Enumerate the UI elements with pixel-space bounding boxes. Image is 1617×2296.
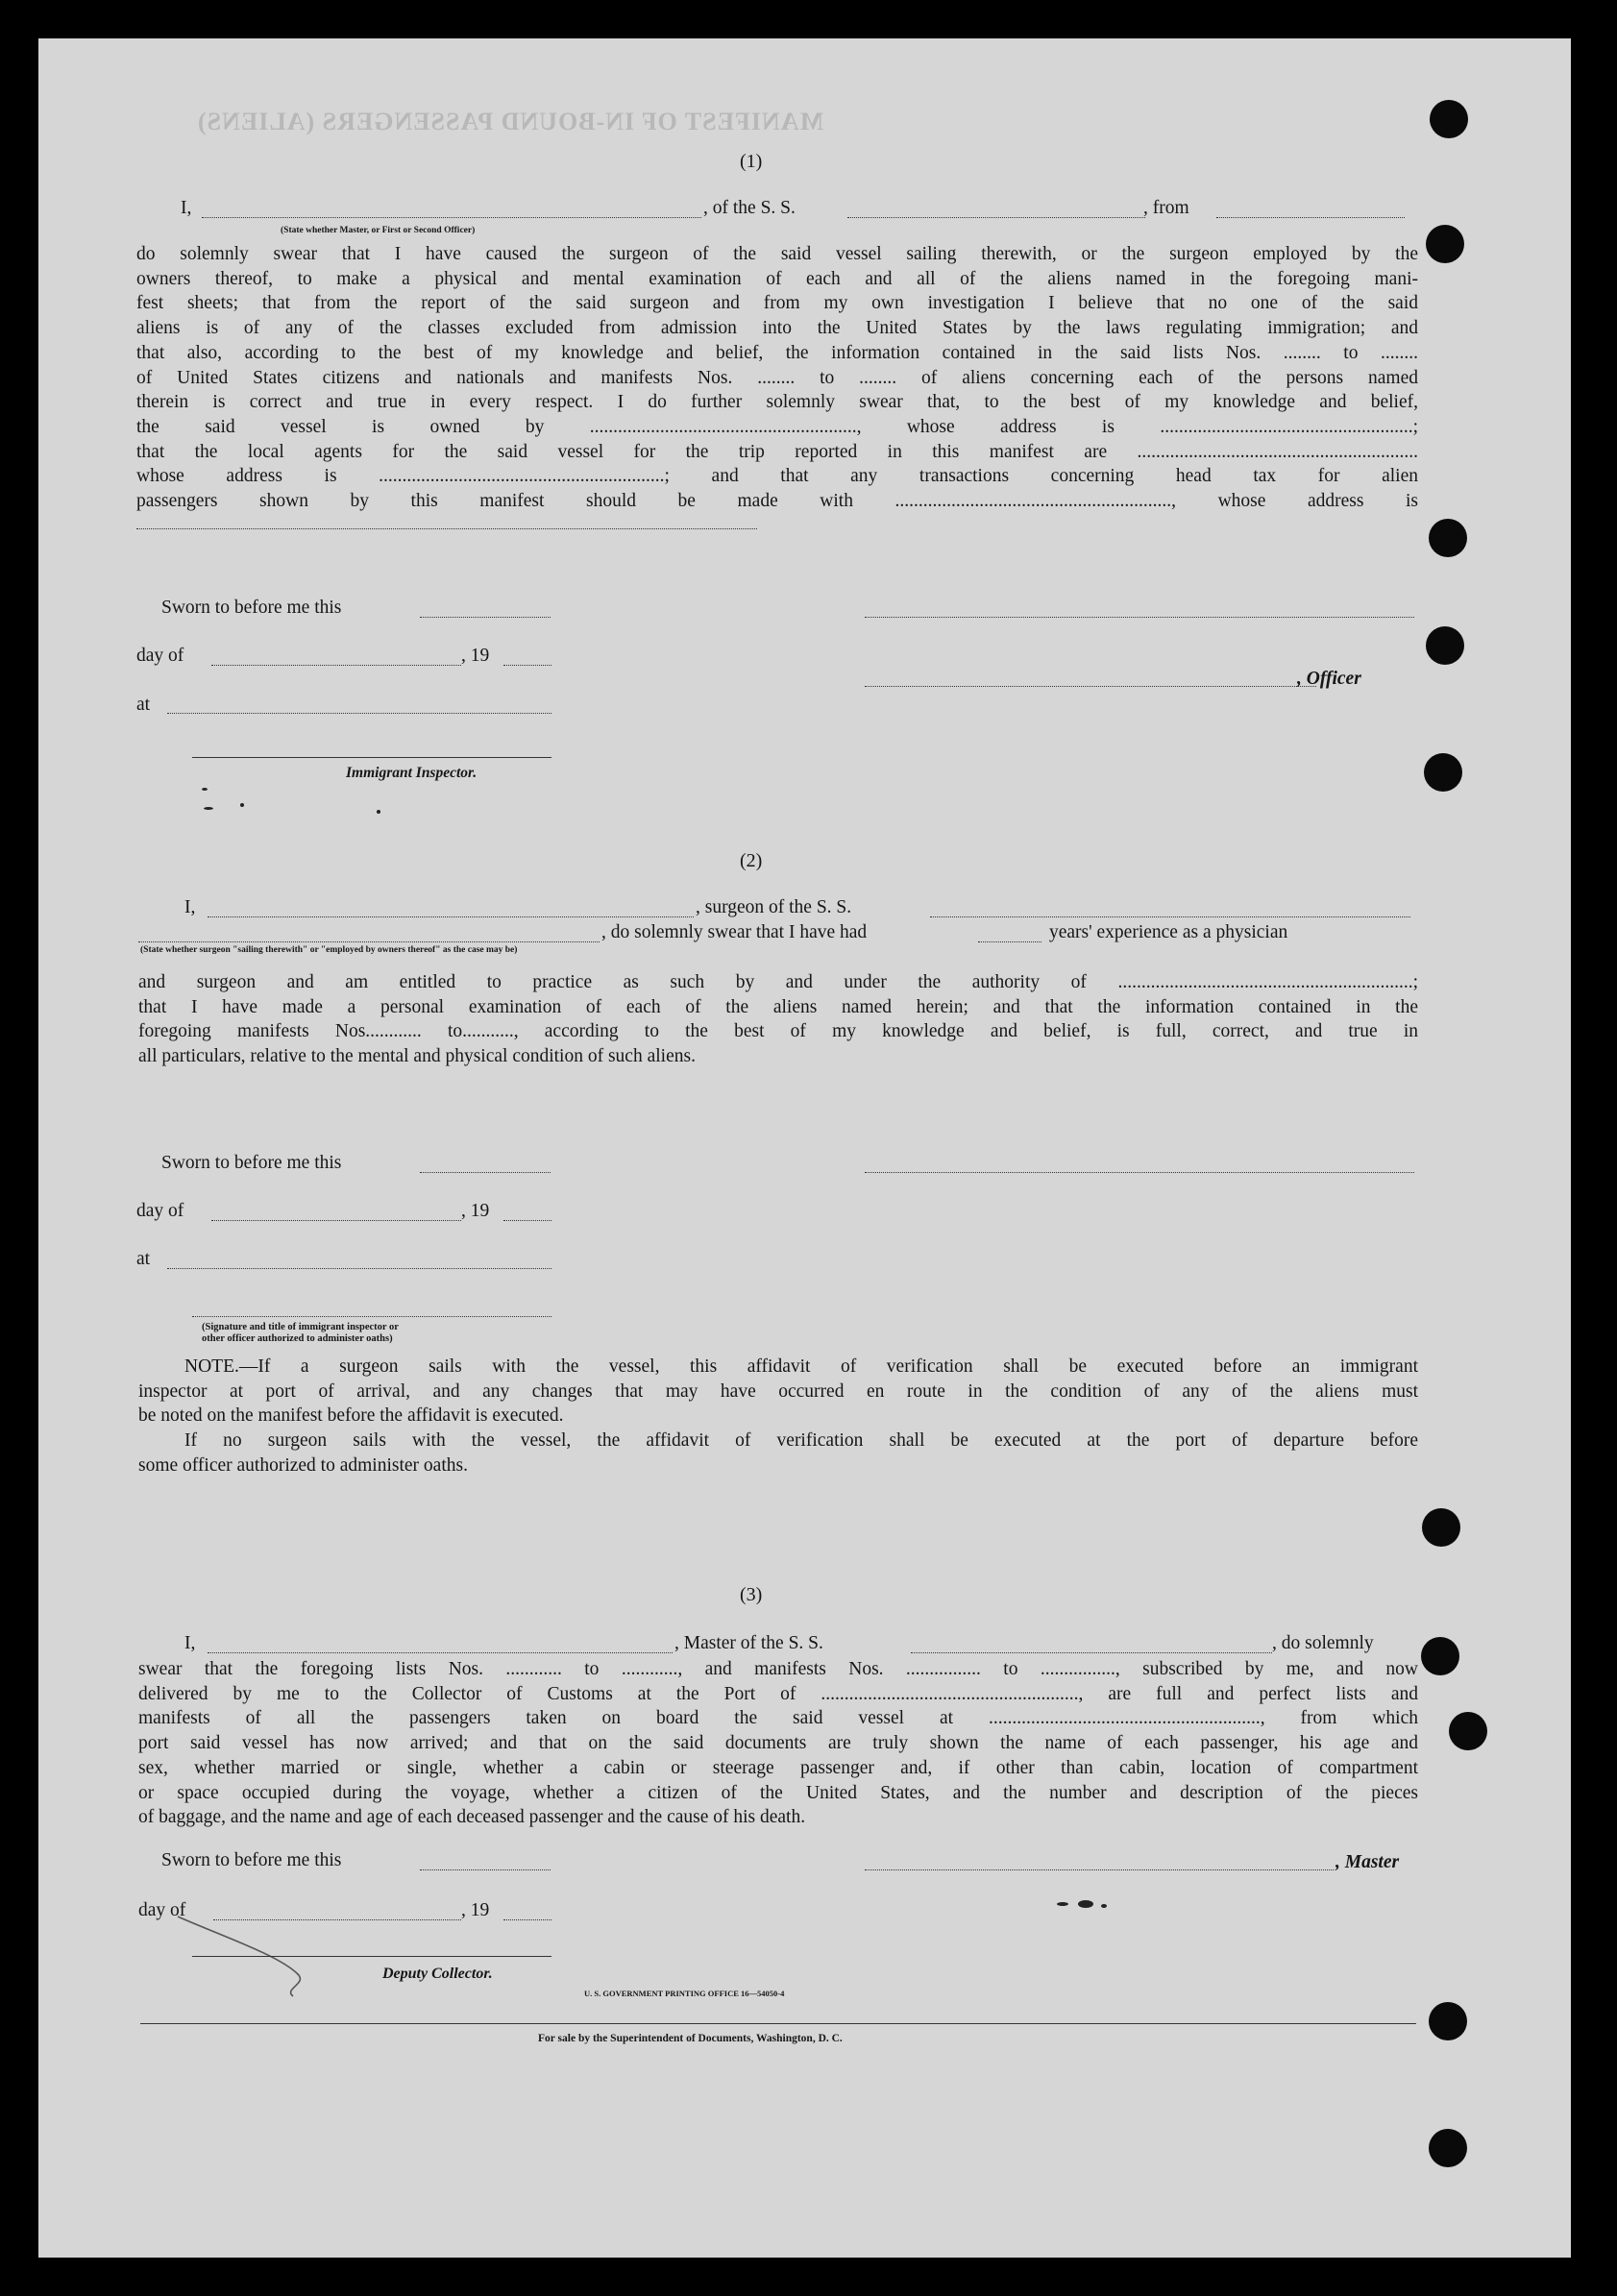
s2-vessel-blank — [930, 916, 1410, 917]
s1-line: that the local agents for the said vessel for the trip reported in this manifest are ............................................................ — [136, 441, 1418, 462]
s1-year-label: , 19 — [461, 646, 490, 666]
s3-line: port said vessel has now arrived; and that on the said documents are truly shown the name of each passenger, his age and — [138, 1733, 1418, 1754]
s2-years-label: years' experience as a physician — [1049, 922, 1288, 942]
binder-hole — [1426, 626, 1464, 665]
s3-line: sex, whether married or single, whether a cabin or steerage passenger and, if other than cabin, location of compartment — [138, 1757, 1418, 1778]
s1-of-ss-label: , of the S. S. — [703, 198, 796, 218]
s1-vessel-blank — [847, 217, 1145, 218]
s1-i-label: I, — [181, 198, 192, 218]
s1-sworn-label: Sworn to before me this — [161, 598, 342, 618]
s3-master-of-label: , Master of the S. S. — [674, 1633, 823, 1653]
s2-name-blank — [208, 916, 694, 917]
footer-rule — [140, 2023, 1416, 2024]
s2-at-label: at — [136, 1249, 151, 1269]
s2-status-caption: (State whether surgeon "sailing therewith" or "employed by owners thereof" as the case may be) — [140, 945, 518, 955]
printing-office-imprint: U. S. GOVERNMENT PRINTING OFFICE 16—54050-4 — [584, 1989, 785, 1998]
note-line: If no surgeon sails with the vessel, the affidavit of verification shall be executed at the port of departure before — [184, 1430, 1418, 1452]
binder-hole — [1430, 100, 1468, 138]
ink-smudge — [204, 807, 213, 810]
s3-line: swear that the foregoing lists Nos. ............ to ............, and manifests Nos. ................ to ................, subscribed by me, and now — [138, 1659, 1418, 1679]
s1-from-label: , from — [1143, 198, 1189, 218]
s2-inspector-sig-line — [192, 1316, 551, 1317]
s2-status-blank — [138, 941, 600, 942]
s1-inspector-sig-line — [192, 757, 551, 758]
s2-year-blank — [503, 1220, 551, 1221]
s1-at-blank — [167, 713, 551, 714]
s2-year-label: , 19 — [461, 1201, 490, 1221]
binder-hole — [1422, 1508, 1460, 1547]
binder-hole — [1429, 2129, 1467, 2167]
s1-oath-paragraph — [136, 242, 1418, 514]
note-paragraph — [138, 1355, 1418, 1478]
note-line: be noted on the manifest before the affidavit is executed. — [138, 1405, 564, 1427]
s3-deputy-sig-line — [192, 1956, 551, 1957]
s1-officer-label: , Officer — [1297, 669, 1361, 689]
ink-smudge — [1101, 1904, 1107, 1908]
binder-hole — [1421, 1637, 1459, 1675]
s3-i-label: I, — [184, 1633, 196, 1653]
section-1-number: (1) — [740, 151, 763, 172]
s1-day-of-label: day of — [136, 646, 184, 666]
s1-officer-name-blank — [865, 686, 1316, 687]
s2-oath-paragraph — [138, 970, 1418, 1069]
s1-from-blank — [1216, 217, 1405, 218]
s1-line: therein is correct and true in every respect. I do further solemnly swear that, to the best of my knowledge and belief, — [136, 392, 1418, 413]
ink-smudge — [1057, 1902, 1068, 1906]
section-2-number: (2) — [740, 850, 763, 871]
s1-line: of United States citizens and nationals and manifests Nos. ........ to ........ of aliens concerning each of the persons named — [136, 367, 1418, 388]
s1-sworn-blank — [420, 617, 551, 618]
s2-line: that I have made a personal examination of each of the aliens named herein; and that the information contained in the — [138, 996, 1418, 1017]
s1-line: fest sheets; that from the report of the said surgeon and from my own investigation I believe that no one of the said — [136, 293, 1418, 314]
s1-year-blank — [503, 665, 551, 666]
ink-smudge — [377, 810, 380, 814]
s2-surgeon-sig-blank — [865, 1172, 1414, 1173]
s3-line: or space occupied during the voyage, whether a citizen of the United States, and the number and description of the pieces — [138, 1782, 1418, 1803]
s2-sig-caption-2: other officer authorized to administer oaths) — [202, 1333, 393, 1344]
s1-line: the said vessel is owned by ........................................................., whose address is ......................................................; — [136, 416, 1418, 437]
ink-smudge — [202, 788, 208, 791]
s1-line: aliens is of any of the classes excluded from admission into the United States by the laws regulating immigration; and — [136, 318, 1418, 339]
s2-surgeon-of-label: , surgeon of the S. S. — [696, 897, 852, 917]
s1-line: that also, according to the best of my knowledge and belief, the information contained in the said lists Nos. ........ to ........ — [136, 342, 1418, 363]
s2-swear-label: , do solemnly swear that I have had — [601, 922, 868, 942]
binder-hole — [1429, 2002, 1467, 2040]
pen-stroke — [173, 1912, 365, 2008]
s3-do-solemnly-label: , do solemnly — [1272, 1633, 1374, 1653]
s2-day-of-label: day of — [136, 1201, 184, 1221]
s2-line: all particulars, relative to the mental and physical condition of such aliens. — [138, 1046, 696, 1067]
s3-vessel-blank — [911, 1652, 1272, 1653]
s3-master-label: , Master — [1335, 1852, 1400, 1872]
note-line: NOTE.—If a surgeon sails with the vessel, this affidavit of verification shall be executed before an immigrant — [184, 1356, 1418, 1377]
s3-name-blank — [208, 1652, 673, 1653]
for-sale-imprint: For sale by the Superintendent of Documents, Washington, D. C. — [538, 2033, 843, 2044]
binder-hole — [1424, 753, 1462, 792]
s1-officer-caption: (State whether Master, or First or Second Officer) — [281, 226, 476, 235]
s3-day-of-label: day of — [138, 1900, 186, 1920]
note-line: inspector at port of arrival, and any changes that may have occurred en route in the condition of any of the aliens must — [138, 1380, 1418, 1402]
s3-sworn-label: Sworn to before me this — [161, 1850, 342, 1870]
form-page — [38, 38, 1571, 2258]
s2-i-label: I, — [184, 897, 196, 917]
s3-master-sig-blank — [865, 1869, 1334, 1870]
s2-line: and surgeon and am entitled to practice as such by and under the authority of ...............................................................; — [138, 972, 1418, 992]
s3-deputy-label: Deputy Collector. — [382, 1966, 493, 1982]
s1-line: owners thereof, to make a physical and mental examination of each and all of the aliens named in the foregoing mani- — [136, 268, 1418, 289]
ink-smudge — [240, 803, 244, 807]
s2-sig-caption-1: (Signature and title of immigrant inspector or — [202, 1322, 399, 1332]
note-line: some officer authorized to administer oaths. — [138, 1454, 468, 1476]
s1-day-blank — [211, 665, 461, 666]
s1-name-blank — [202, 217, 701, 218]
s1-line: do solemnly swear that I have caused the surgeon of the said vessel sailing therewith, or the surgeon employed by the — [136, 244, 1418, 264]
s1-inspector-label: Immigrant Inspector. — [346, 765, 478, 781]
s3-sworn-blank — [420, 1869, 551, 1870]
binder-hole — [1449, 1712, 1487, 1750]
s2-years-blank — [978, 941, 1041, 942]
s1-line: passengers shown by this manifest should be made with ..........................................................., whose address is — [136, 491, 1418, 512]
s2-sworn-label: Sworn to before me this — [161, 1153, 342, 1173]
s3-oath-paragraph — [138, 1657, 1418, 1830]
binder-hole — [1426, 225, 1464, 263]
s3-line: manifests of all the passengers taken on board the said vessel at .........................................................., from which — [138, 1708, 1418, 1729]
s1-at-label: at — [136, 695, 151, 715]
s3-line: of baggage, and the name and age of each deceased passenger and the cause of his death. — [138, 1807, 806, 1828]
s1-address-blank — [136, 528, 757, 529]
ink-smudge — [1078, 1900, 1093, 1908]
bleed-through-header: MANIFEST OF IN-BOUND PASSENGERS (ALIENS) — [197, 108, 824, 135]
section-3-number: (3) — [740, 1584, 763, 1605]
s2-sworn-blank — [420, 1172, 551, 1173]
binder-hole — [1429, 519, 1467, 557]
s1-officer-sig-blank — [865, 617, 1414, 618]
s3-year-blank — [503, 1919, 551, 1920]
s2-day-blank — [211, 1220, 461, 1221]
s2-at-blank — [167, 1268, 551, 1269]
s3-line: delivered by me to the Collector of Customs at the Port of ......................................................., are full and perfect lists and — [138, 1683, 1418, 1704]
s1-line: whose address is .............................................................; and that any transactions concerning head tax for alien — [136, 466, 1418, 487]
s2-line: foregoing manifests Nos............ to..........., according to the best of my knowledge and belief, is full, correct, and true in — [138, 1021, 1418, 1042]
s3-year-label: , 19 — [461, 1900, 490, 1920]
